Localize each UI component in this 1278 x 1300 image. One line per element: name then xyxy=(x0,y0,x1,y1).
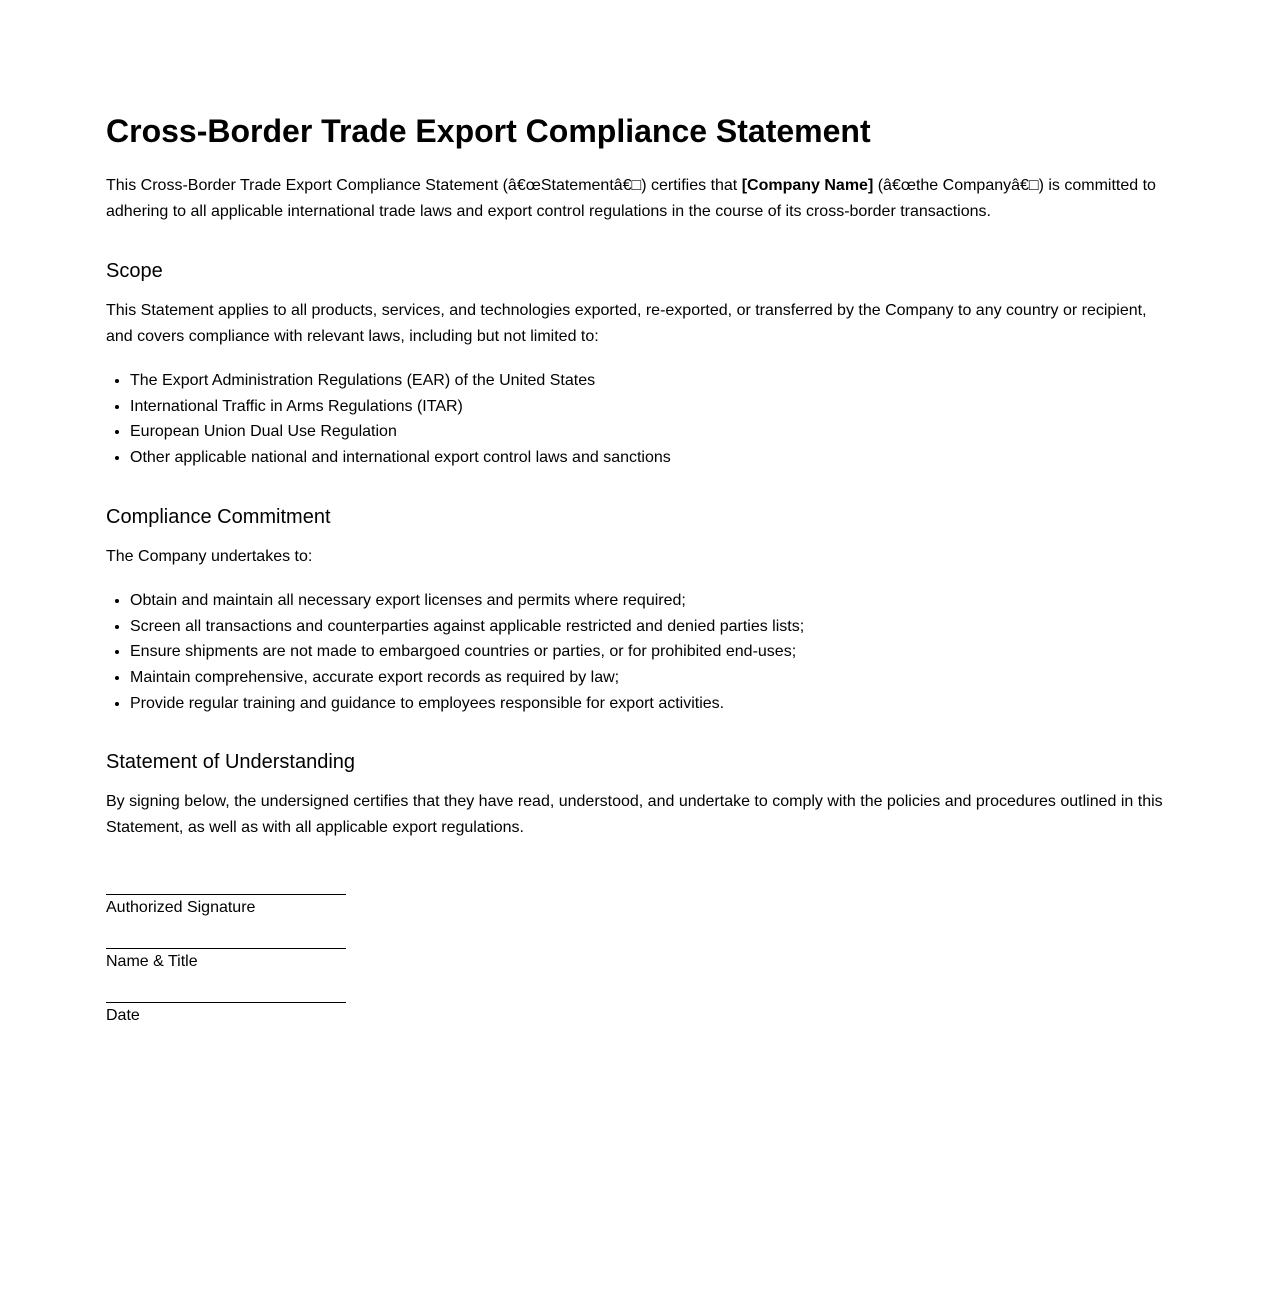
scope-paragraph: This Statement applies to all products, services, and technologies exported, re-exported, or transferred by the Company to any country or recipient, and covers compliance with relevant laws, including but not limited to: xyxy=(106,302,1147,345)
signature-area xyxy=(106,878,1172,1027)
compliance-list xyxy=(106,588,1172,717)
intro-text-start: This Cross-Border Trade Export Compliance Statement (â€œStatementâ€□) certifies that xyxy=(106,177,742,194)
name-title-line xyxy=(106,948,346,949)
list-item: • Obtain and maintain all necessary export licenses and permits where required; xyxy=(130,588,1172,614)
list-item: • International Traffic in Arms Regulations (ITAR) xyxy=(130,394,1172,420)
signature-block-authorized xyxy=(106,878,346,919)
list-item: • Other applicable national and international export control laws and sanctions xyxy=(130,445,1172,471)
date-line xyxy=(106,1002,346,1003)
intro-paragraph xyxy=(106,173,1172,225)
section-compliance-commitment xyxy=(106,504,1172,717)
section-heading-scope: Scope xyxy=(106,260,163,282)
list-item: • Provide regular training and guidance to employees responsible for export activities. xyxy=(130,691,1172,717)
date-label: Date xyxy=(106,1007,140,1025)
signature-block-name-title xyxy=(106,932,346,973)
section-heading-compliance-commitment: Compliance Commitment xyxy=(106,505,331,528)
list-item: • Ensure shipments are not made to embargoed countries or parties, or for prohibited end-uses; xyxy=(130,639,1172,665)
section-heading-statement-of-understanding: Statement of Understanding xyxy=(106,751,356,774)
name-title-label: Name & Title xyxy=(106,953,198,971)
signature-line xyxy=(106,894,346,895)
list-item: • European Union Dual Use Regulation xyxy=(130,419,1172,445)
section-statement-of-understanding xyxy=(106,749,1172,841)
list-item: • Maintain comprehensive, accurate export records as required by law; xyxy=(130,665,1172,691)
signature-label: Authorized Signature xyxy=(106,899,256,917)
document-title: Cross-Border Trade Export Compliance Statement xyxy=(106,113,871,149)
list-item: • The Export Administration Regulations (EAR) of the United States xyxy=(130,368,1172,394)
company-name-placeholder: [Company Name] xyxy=(741,177,874,194)
compliance-paragraph: The Company undertakes to: xyxy=(106,547,313,565)
signature-block-date xyxy=(106,986,346,1027)
section-scope xyxy=(106,258,1172,471)
scope-list xyxy=(106,368,1172,471)
intro-text-end: (â€œthe Companyâ€□) is committed to adhering to all applicable international trade laws and export control regulations in the course of its cross-border transactions. xyxy=(106,177,1156,220)
understanding-paragraph: By signing below, the undersigned certifies that they have read, understood, and undertake to comply with the policies and procedures outlined in this Statement, as well as with all applicable export regulations. xyxy=(106,793,1163,837)
list-item: • Screen all transactions and counterparties against applicable restricted and denied parties lists; xyxy=(130,614,1172,640)
